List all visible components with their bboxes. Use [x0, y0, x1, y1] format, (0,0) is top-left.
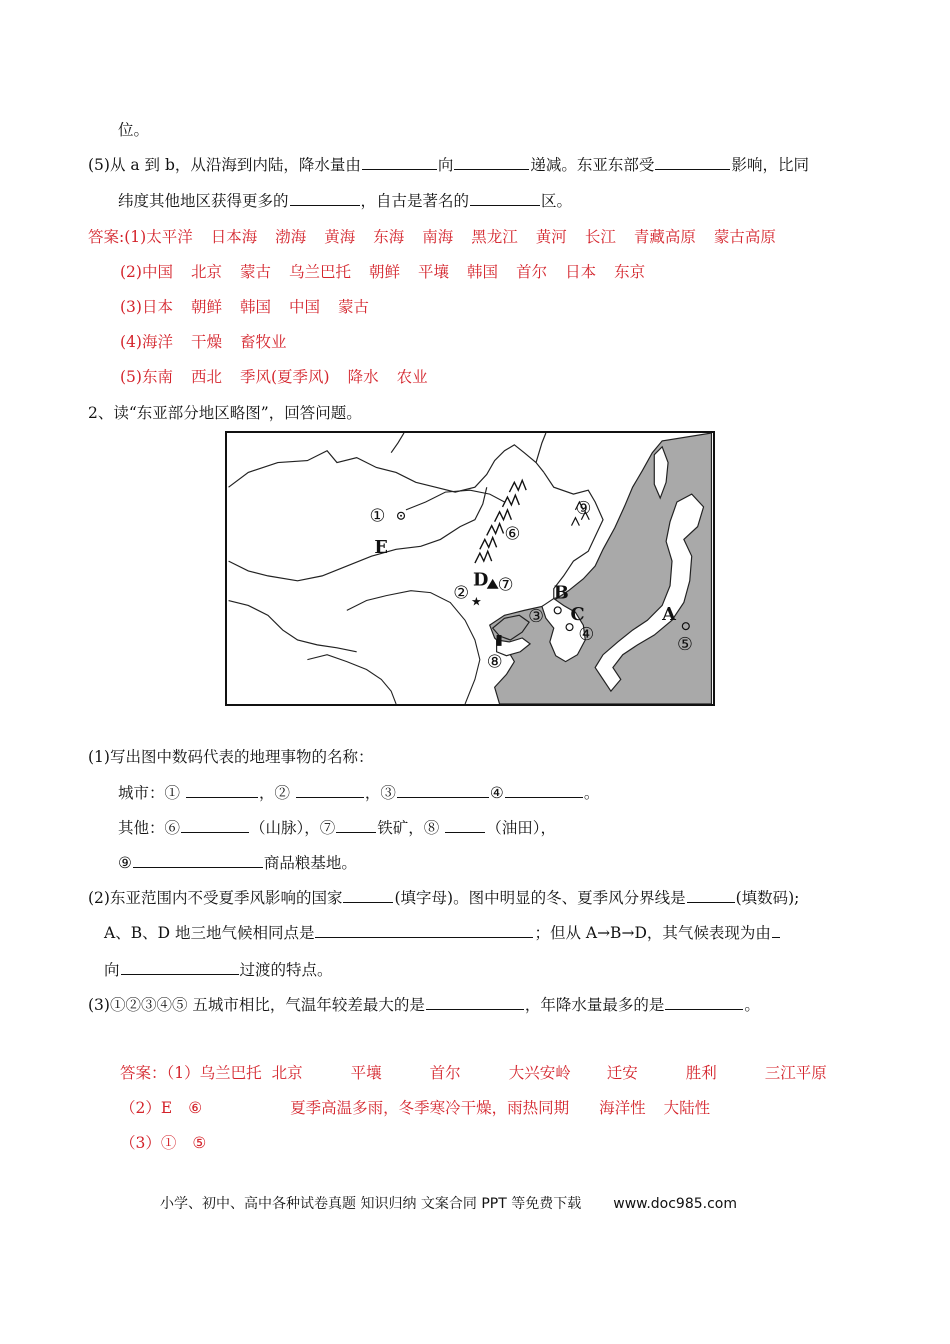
answer-item: (2)中国: [120, 263, 173, 281]
border-line: [536, 433, 546, 463]
answer-item: 朝鲜: [369, 263, 401, 281]
map-label-A: A: [662, 604, 676, 626]
answer-blank[interactable]: [772, 923, 780, 938]
answer-item: 韩国: [239, 298, 271, 316]
q2-text: ④: [489, 784, 504, 802]
q1-answer-line5: [120, 365, 446, 387]
answer-item: 东海: [373, 228, 405, 246]
answer-item: 首尔: [516, 263, 548, 281]
q1-text: ，自古是著名的: [360, 192, 470, 210]
q2-text: （山脉），⑦: [250, 819, 336, 837]
map-label-B: B: [553, 582, 569, 604]
q2-text: ，年降水量最多的是: [524, 996, 665, 1014]
q2-text: 向: [104, 961, 120, 979]
answer-item: 迁安: [606, 1064, 638, 1082]
q2-part1-title: (1)写出图中数码代表的地理事物的名称：: [88, 748, 374, 766]
map-label-D: D: [472, 569, 489, 591]
map-label-7: ⑦: [497, 575, 514, 596]
answer-blank[interactable]: [445, 818, 485, 833]
q2-part2-line2: [104, 921, 781, 943]
answer-blank[interactable]: [470, 191, 540, 206]
answer-blank[interactable]: [181, 818, 249, 833]
q2-part1-others: [118, 816, 556, 838]
map-label-C: C: [570, 604, 585, 626]
q1-answer-line1: [88, 225, 794, 247]
answer-item: 蒙古: [338, 298, 370, 316]
answer-item: 长江: [584, 228, 616, 246]
q2-text: (2)东亚范围内不受夏季风影响的国家: [88, 889, 343, 907]
answer-item: (3)日本: [120, 298, 173, 316]
answer-blank[interactable]: [343, 888, 393, 903]
river-line: [347, 591, 480, 704]
answer-item: 干燥: [190, 333, 222, 351]
answer-item: 季风(夏季风): [239, 368, 330, 386]
answer-item: 黑龙江: [471, 228, 518, 246]
answer-item: (1)太平洋: [124, 228, 193, 246]
q1-text: (5)从 a 到 b，从沿海到内陆，降水量由: [88, 156, 361, 174]
answer-item: 蒙古高原: [713, 228, 776, 246]
q2-answer-line2: [120, 1096, 710, 1118]
answer-blank[interactable]: [290, 191, 360, 206]
answer-item: （2）E: [120, 1099, 173, 1117]
footer-link[interactable]: www.doc985.com: [613, 1196, 737, 1212]
q1-text: 区。: [541, 192, 573, 210]
answer-blank[interactable]: [454, 155, 529, 170]
answer-item: 中国: [289, 298, 321, 316]
answer-label: 答案：: [120, 1064, 167, 1082]
page-footer: [160, 1193, 737, 1213]
q1-text: 纬度其他地区获得更多的: [118, 192, 289, 210]
q2-text: (填数码);: [735, 889, 800, 907]
answer-item: 蒙古: [239, 263, 271, 281]
q2-text: 。: [583, 784, 600, 802]
q2-title: 2、读“东亚部分地区略图”，回答问题。: [88, 404, 362, 422]
q2-text: 其他：⑥: [118, 819, 181, 837]
q2-text: （油田），: [486, 819, 556, 837]
map-label-6: ⑥: [504, 524, 521, 545]
answer-item: 北京: [190, 263, 222, 281]
map-label-8: ⑧: [486, 652, 503, 673]
answer-item: ⑤: [192, 1134, 207, 1152]
q1-item5-line1: [88, 153, 809, 175]
answer-item: （3）①: [120, 1134, 177, 1152]
q1-answer-line3: [120, 295, 387, 317]
map-label-3: ③: [528, 607, 545, 628]
map-label-2: ②: [453, 583, 470, 604]
q1-item5-line2: [118, 189, 572, 211]
answer-blank[interactable]: [687, 888, 735, 903]
answer-item: 平壤: [418, 263, 450, 281]
q2-text: A、B、D 地三地气候相同点是: [104, 924, 315, 942]
answer-blank[interactable]: [426, 995, 524, 1010]
answer-item: （1）乌兰巴托: [166, 1064, 262, 1082]
map-label-5: ⑤: [676, 634, 693, 655]
answer-blank[interactable]: [362, 155, 437, 170]
q1-line-wei: 位。: [118, 121, 150, 139]
answer-item: 平壤: [350, 1064, 382, 1082]
answer-item: 北京: [271, 1064, 303, 1082]
answer-item: 三江平原: [764, 1064, 827, 1082]
q2-text: (填字母)。图中明显的冬、夏季风分界线是: [394, 889, 686, 907]
answer-item: 黄河: [535, 228, 567, 246]
q2-text: 过渡的特点。: [239, 961, 333, 979]
q2-text: 商品粮基地。: [263, 854, 357, 872]
border-line: [229, 487, 487, 581]
q1-text: 递减。东亚东部受: [530, 156, 655, 174]
q2-answer-line3: [120, 1131, 206, 1153]
answer-blank[interactable]: [296, 783, 364, 798]
answer-item: 西北: [190, 368, 222, 386]
answer-item: 朝鲜: [190, 298, 222, 316]
q2-text: ，②: [258, 784, 290, 802]
map-label-1: ①: [369, 506, 386, 527]
answer-item: 大兴安岭: [508, 1064, 571, 1082]
footer-text: 小学、初中、高中各种试卷真题 知识归纳 文案合同 PPT 等免费下载: [160, 1196, 582, 1212]
answer-item: 韩国: [467, 263, 499, 281]
answer-item: 农业: [396, 368, 428, 386]
answer-item: (5)东南: [120, 368, 173, 386]
answer-item: (4)海洋: [120, 333, 173, 351]
map-label-9: ⑨: [575, 498, 592, 519]
east-asia-map: [225, 431, 715, 706]
q2-text: 。: [744, 996, 760, 1014]
answer-blank[interactable]: [397, 783, 489, 798]
q1-answer-line4: [120, 330, 305, 352]
answer-blank[interactable]: [315, 923, 533, 938]
capital-star-icon: ★: [470, 594, 482, 609]
map-label-E: E: [374, 537, 388, 559]
answer-blank[interactable]: [336, 818, 376, 833]
lake-baikal: [391, 433, 404, 453]
q2-text: ⑨: [118, 854, 132, 872]
q2-text: ；但从 A→B→D，其气候表现为由: [534, 924, 771, 942]
answer-item: 黄海: [324, 228, 356, 246]
answer-item: 日本: [565, 263, 597, 281]
q2-text: (3)①②③④⑤ 五城市相比，气温年较差最大的是: [88, 996, 425, 1014]
answer-blank[interactable]: [655, 155, 730, 170]
answer-blank[interactable]: [186, 783, 258, 798]
q2-part1-cities: [118, 781, 599, 803]
oilfield-icon: [497, 635, 502, 646]
answer-blank[interactable]: [505, 783, 583, 798]
q2-part3: [88, 993, 760, 1015]
q2-text: 城市：①: [118, 784, 181, 802]
border-line: [229, 601, 357, 652]
answer-item: 渤海: [275, 228, 307, 246]
answer-blank[interactable]: [121, 960, 239, 975]
map-label-4: ④: [578, 624, 595, 645]
answer-item: ⑥: [188, 1099, 203, 1117]
river-line: [406, 490, 505, 510]
answer-label: 答案:: [88, 228, 125, 246]
answer-item: 夏季高温多雨，冬季寒冷干燥，雨热同期: [290, 1099, 570, 1117]
answer-item: 东京: [614, 263, 646, 281]
answer-item: 胜利: [685, 1064, 717, 1082]
river-line: [307, 655, 396, 704]
answer-blank[interactable]: [133, 853, 263, 868]
answer-item: 青藏高原: [633, 228, 696, 246]
q2-part2-line3: [104, 958, 333, 980]
border-line: [229, 445, 544, 492]
answer-item: 降水: [347, 368, 379, 386]
q1-answer-line2: [120, 260, 663, 282]
q2-answer-line1: [120, 1061, 827, 1083]
q1-text: 影响，比同: [731, 156, 809, 174]
answer-item: 南海: [422, 228, 454, 246]
answer-item: 海洋性: [599, 1099, 646, 1117]
answer-item: 首尔: [429, 1064, 461, 1082]
q2-part1-nine: [118, 851, 357, 873]
answer-item: 畜牧业: [239, 333, 287, 351]
q1-text: 向: [437, 156, 454, 174]
answer-item: 日本海: [210, 228, 258, 246]
answer-item: 乌兰巴托: [289, 263, 352, 281]
q2-text: 铁矿，⑧: [377, 819, 440, 837]
answer-blank[interactable]: [665, 995, 743, 1010]
q2-text: ，③: [364, 784, 396, 802]
q2-part2-line1: [88, 886, 799, 908]
answer-item: 大陆性: [663, 1099, 711, 1117]
city-marker-dot: [400, 515, 402, 517]
